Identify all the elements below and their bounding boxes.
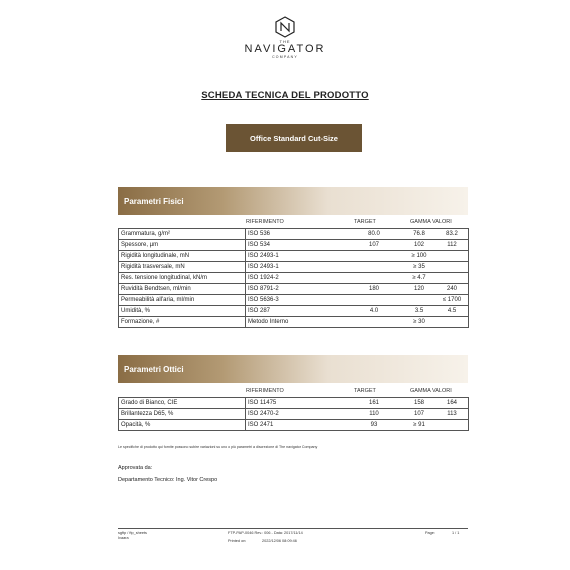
- param-range-max: 83.2: [446, 231, 458, 237]
- logo-wordmark: NAVIGATOR: [244, 43, 326, 55]
- optical-params-table: [118, 397, 469, 431]
- col-head-range: GAMMA VALORI: [410, 219, 452, 225]
- logo-company: COMPANY: [272, 55, 298, 59]
- param-target: [346, 251, 402, 262]
- param-range-min: 120: [413, 286, 424, 292]
- physical-params-header: [118, 187, 468, 215]
- table-row: [119, 295, 469, 306]
- table-row: [119, 229, 469, 240]
- physical-params-title: Parametri Fisici: [124, 197, 184, 206]
- param-name: Spessore, µm: [119, 240, 246, 251]
- param-name: Grammatura, g/m²: [119, 229, 246, 240]
- param-target: 161: [368, 400, 379, 406]
- param-name: Rigidità trasversale, mN: [119, 262, 246, 273]
- param-name: Ruvidità Bendtsen, ml/min: [119, 284, 246, 295]
- param-range-max: [436, 317, 469, 328]
- param-target: [346, 317, 402, 328]
- param-range-min: ≥ 91: [413, 422, 425, 428]
- param-range-max: 113: [447, 411, 457, 417]
- col-head-target: TARGET: [354, 219, 376, 225]
- table-row: [119, 262, 469, 273]
- param-reference: ISO 2493-1: [248, 253, 279, 259]
- param-range-min: 3.5: [414, 308, 424, 314]
- col-head-ref: RIFERIMENTO: [246, 219, 284, 225]
- param-range-min: [402, 295, 436, 306]
- param-range-max: ≤ 1700: [442, 297, 462, 303]
- param-range-max: 112: [447, 242, 457, 248]
- param-target: 93: [370, 422, 378, 428]
- param-reference: ISO 287: [248, 308, 271, 314]
- footer-user: Ivaara: [118, 536, 129, 540]
- approver-department: Departamento Tecnico: Ing. Vitor Crespo: [118, 477, 218, 483]
- col-head-range-optical: GAMMA VALORI: [410, 388, 452, 394]
- param-reference: ISO 1924-2: [248, 275, 279, 281]
- param-reference: ISO 5636-3: [248, 297, 279, 303]
- param-name: Grado di Bianco, CIE: [119, 398, 246, 409]
- table-row: [119, 420, 469, 431]
- param-name: Res. tensione longitudinal, kN/m: [119, 273, 246, 284]
- param-reference: ISO 11475: [248, 400, 277, 406]
- footer-page-label: Page:: [425, 531, 435, 535]
- param-name: Rigidità longitudinale, mN: [119, 251, 246, 262]
- param-range-min: ≥ 35: [413, 264, 425, 270]
- param-name: Umidità, %: [119, 306, 246, 317]
- logo-the: THE: [279, 39, 291, 44]
- param-target: [346, 262, 402, 273]
- param-target: 180: [368, 286, 379, 292]
- table-row: [119, 251, 469, 262]
- optical-params-header: [118, 355, 468, 383]
- table-row: [119, 306, 469, 317]
- optical-params-title: Parametri Ottici: [124, 365, 184, 374]
- physical-params-table: [118, 228, 469, 328]
- table-row: [119, 273, 469, 284]
- document-title: SCHEDA TECNICA DEL PRODOTTO: [201, 90, 369, 101]
- param-range-min: 158: [413, 400, 424, 406]
- param-target: 110: [369, 411, 379, 417]
- param-target: 107: [368, 242, 379, 248]
- param-target: [346, 295, 402, 306]
- param-target: [346, 273, 402, 284]
- param-range-max: 4.5: [447, 308, 457, 314]
- param-name: Opacità, %: [119, 420, 246, 431]
- param-reference: Metodo Interno: [248, 319, 289, 325]
- param-reference: ISO 536: [248, 231, 271, 237]
- table-row: [119, 317, 469, 328]
- disclaimer-note: Le specifiche di prodotto qui fornite possono subire variazioni su uno o più parametri a discrezione di The navigator Company: [118, 445, 318, 449]
- param-reference: ISO 534: [248, 242, 271, 248]
- footer-printed-label: Printed on:: [228, 539, 247, 543]
- param-range-max: 240: [446, 286, 457, 292]
- param-range-min: ≥ 30: [413, 319, 425, 325]
- param-name: Formazione, #: [119, 317, 246, 328]
- company-logo: [0, 16, 570, 59]
- product-name-box: [226, 124, 362, 152]
- param-reference: ISO 2470-2: [248, 411, 279, 417]
- param-range-min: 102: [413, 242, 424, 248]
- table-row: [119, 284, 469, 295]
- param-range-min: ≥ 100: [411, 253, 427, 259]
- table-row: [119, 398, 469, 409]
- footer-divider: [118, 528, 468, 529]
- param-target: 80.0: [368, 231, 380, 237]
- param-range-max: [436, 251, 469, 262]
- approved-by-label: Approvata da:: [118, 465, 153, 471]
- footer-page-value: 1 / 1: [452, 531, 460, 535]
- param-range-max: [436, 420, 469, 431]
- footer-printed-value: 2022/12/06 08:09:46: [262, 539, 297, 543]
- param-reference: ISO 2471: [248, 422, 274, 428]
- param-range-min: 107: [413, 411, 424, 417]
- param-range-max: [436, 273, 469, 284]
- footer-revision: FTP-PAP-0046 Rev.: 006 - Data: 2017/11/14: [228, 531, 303, 535]
- param-reference: ISO 8791-2: [248, 286, 279, 292]
- footer-path: sgftp / ftp_sheets: [118, 531, 147, 535]
- col-head-ref-optical: RIFERIMENTO: [246, 388, 284, 394]
- param-name: Permeabilità all'aria, ml/min: [119, 295, 246, 306]
- param-range-max: [436, 262, 469, 273]
- navigator-logo-icon: [274, 16, 296, 38]
- table-row: [119, 409, 469, 420]
- product-name: Office Standard Cut-Size: [250, 133, 338, 143]
- param-range-min: 76.8: [413, 231, 425, 237]
- param-range-min: ≥ 4.7: [412, 275, 426, 281]
- param-reference: ISO 2493-1: [248, 264, 279, 270]
- param-name: Brillantezza D65, %: [119, 409, 246, 420]
- param-target: 4.0: [369, 308, 379, 314]
- table-row: [119, 240, 469, 251]
- col-head-target-optical: TARGET: [354, 388, 376, 394]
- param-range-max: 164: [446, 400, 457, 406]
